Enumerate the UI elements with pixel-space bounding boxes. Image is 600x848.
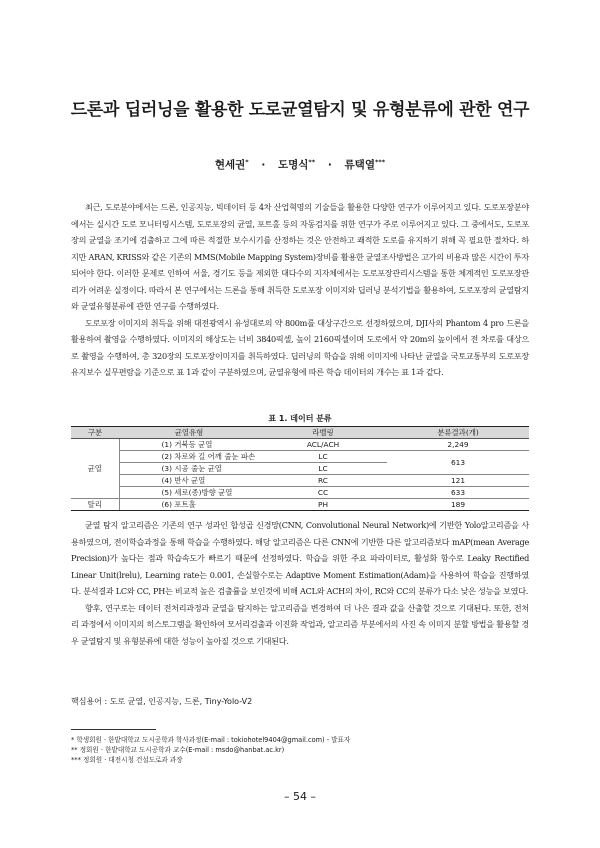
author-2: 도명식** bbox=[277, 158, 316, 171]
table-row bbox=[71, 439, 529, 451]
group-cell-crack: 균열 bbox=[71, 439, 119, 499]
crack-type-cell: (5) 세로(종)방향 균열 bbox=[119, 487, 259, 499]
author-separator: · bbox=[327, 159, 332, 171]
table-header-cell: 분류결과(개) bbox=[387, 427, 529, 439]
footnotes bbox=[71, 735, 541, 765]
author-separator: · bbox=[261, 159, 266, 171]
table-row bbox=[71, 487, 529, 499]
crack-type-cell: (2) 차로와 길 어깨 줄눈 파손 bbox=[119, 451, 259, 463]
label-cell: ACL/ACH bbox=[259, 439, 387, 451]
crack-type-cell: (3) 시공 줄눈 균열 bbox=[119, 463, 259, 475]
label-cell: CC bbox=[259, 487, 387, 499]
body-paragraph: 향후, 연구로는 데이터 전처리과정과 균열을 탐지하는 알고리즘을 변경하여 더 나은 결과 값을 산출할 것으로 기대된다. 또한, 전처리 과정에서 이미지의 히스토그램을 확인하여 모서리검출과 이진화 작업과, 알고리즘 부분에서의 사진 속 이미지 분할 방법을 활용할 경우 균열탐지 및 유형분류에 대한 성능이 높아질 것으로 기대된다. bbox=[71, 602, 529, 646]
intro-section bbox=[71, 199, 529, 381]
footnote: * 학생회원 · 한밭대학교 도시공학과 학사과정(E-mail : tokiohotel9404@gmail.com) - 발표자 bbox=[71, 736, 351, 744]
author-3: 류택열*** bbox=[344, 158, 386, 171]
method-section bbox=[71, 517, 529, 649]
crack-type-cell: (4) 반사 균열 bbox=[119, 475, 259, 487]
table-row bbox=[71, 475, 529, 487]
table-caption: 표 1. 데이터 분류 bbox=[268, 414, 332, 423]
table-header-row bbox=[71, 427, 529, 439]
count-cell: 121 bbox=[387, 475, 529, 487]
label-cell: PH bbox=[259, 499, 387, 511]
author-1: 현세권* bbox=[214, 158, 249, 171]
table-header-cell: 라벨링 bbox=[259, 427, 387, 439]
paper-title: 드론과 딥러닝을 활용한 도로균열탐지 및 유형분류에 관한 연구 bbox=[70, 100, 530, 120]
table-row bbox=[71, 499, 529, 511]
footnote: *** 정회원 · 대전시청 건설도로과 과장 bbox=[71, 756, 183, 764]
data-table bbox=[71, 426, 529, 511]
keywords: 핵심용어 : 도로 균열, 인공지능, 드론, Tiny-Yolo-V2 bbox=[71, 697, 253, 706]
author-line bbox=[0, 157, 600, 172]
table-row bbox=[71, 451, 529, 463]
footnote-divider bbox=[71, 729, 156, 730]
footnote: ** 정회원 · 한밭대학교 도시공학과 교수(E-mail : msdo@hanbat.ac.kr) bbox=[71, 746, 285, 754]
crack-type-cell: (6) 포트홀 bbox=[119, 499, 259, 511]
label-cell: LC bbox=[259, 463, 387, 475]
crack-type-cell: (1) 거북등 균열 bbox=[119, 439, 259, 451]
count-cell: 633 bbox=[387, 487, 529, 499]
count-cell: 613 bbox=[387, 451, 529, 475]
count-cell: 189 bbox=[387, 499, 529, 511]
body-paragraph: 최근, 도로분야에서는 드론, 인공지능, 빅데이터 등 4차 산업혁명의 기술들을 활용한 다양한 연구가 이루어지고 있다. 도로포장분야에서는 실시간 도로 모니터링시스템, 도로포장의 균열, 포트홀 등의 자동검지를 위한 연구가 주로 이루어지고 있다. 그 중에서도, 도로포장의 균열을 조기에 검출하고 그에 따른 적절한 보수시기를 산정하는 것은 안전하고 쾌적한 도로를 유지하기 위해 꼭 필요한 절차다. 하지만 ARAN, KRISS와 같은 기존의 MMS(Mobile Mapping System)장비를 활용한 균열조사방법은 고가의 비용과 많은 시간이 투자되어야 한다. 이러한 문제로 인하여 서울, 경기도 등을 제외한 대다수의 지자체에서는 도로포장관리시스템을 통한 체계적인 도로포장관리가 어려운 실정이다. 따라서 본 연구에서는 드론을 통해 취득한 도로포장 이미지와 딥러닝 분석기법을 활용하여, 도로포장의 균열탐지와 균열유형분류에 관한 연구를 수행하였다. bbox=[71, 202, 529, 311]
count-cell: 2,249 bbox=[387, 439, 529, 451]
table-header-cell: 구분 bbox=[71, 427, 119, 439]
body-paragraph: 도로포장 이미지의 취득을 위해 대전광역시 유성대로의 약 800m를 대상구간으로 선정하였으며, DJI사의 Phantom 4 pro 드론을 활용하여 촬영을 수행하였다. 이미지의 해상도는 너비 3840픽셀, 높이 2160픽셀이며 도로에서 약 20m의 높이에서 전 차로를 대상으로 촬영을 수행하여, 총 320장의 도로포장이미지를 취득하였다. 딥러닝의 학습을 위해 이미지에 나타난 균열을 국토교통부의 도로포장 유지보수 실무편람을 기준으로 표 1과 같이 구분하였으며, 균열유형에 따른 학습 데이터의 개수는 표 1과 같다. bbox=[71, 317, 529, 377]
label-cell: RC bbox=[259, 475, 387, 487]
group-cell-detach: 탈리 bbox=[71, 499, 119, 511]
page-number: – 54 – bbox=[284, 790, 316, 803]
body-paragraph: 균열 탐지 알고리즘은 기존의 연구 성과인 합성곱 신경망(CNN, Convolutional Neural Network)에 기반한 Yolo알고리즘을 사용하였으며, 전이학습과정을 통해 학습을 수행하였다. 해당 알고리즘은 다른 CNN에 기반한 다른 알고리즘보다 mAP(mean Average Precision)가 높다는 점과 학습속도가 빠르기 때문에 선정하였다. 학습을 위한 주요 파라미터로, 활성화 함수로 Leaky Rectified Linear Unit(lrelu), Learning rate는 0.001, 손실함수로는 Adaptive Moment Estimation(Adam)을 사용하여 학습을 진행하였다. 분석결과 LC와 CC, PH는 비교적 높은 검출률을 보인것에 비해 ACL와 ACH의 차이, RC와 CC의 분류가 다소 낮은 성능을 보였다. bbox=[71, 520, 529, 596]
label-cell: LC bbox=[259, 451, 387, 463]
table-header-cell: 균열유형 bbox=[119, 427, 259, 439]
